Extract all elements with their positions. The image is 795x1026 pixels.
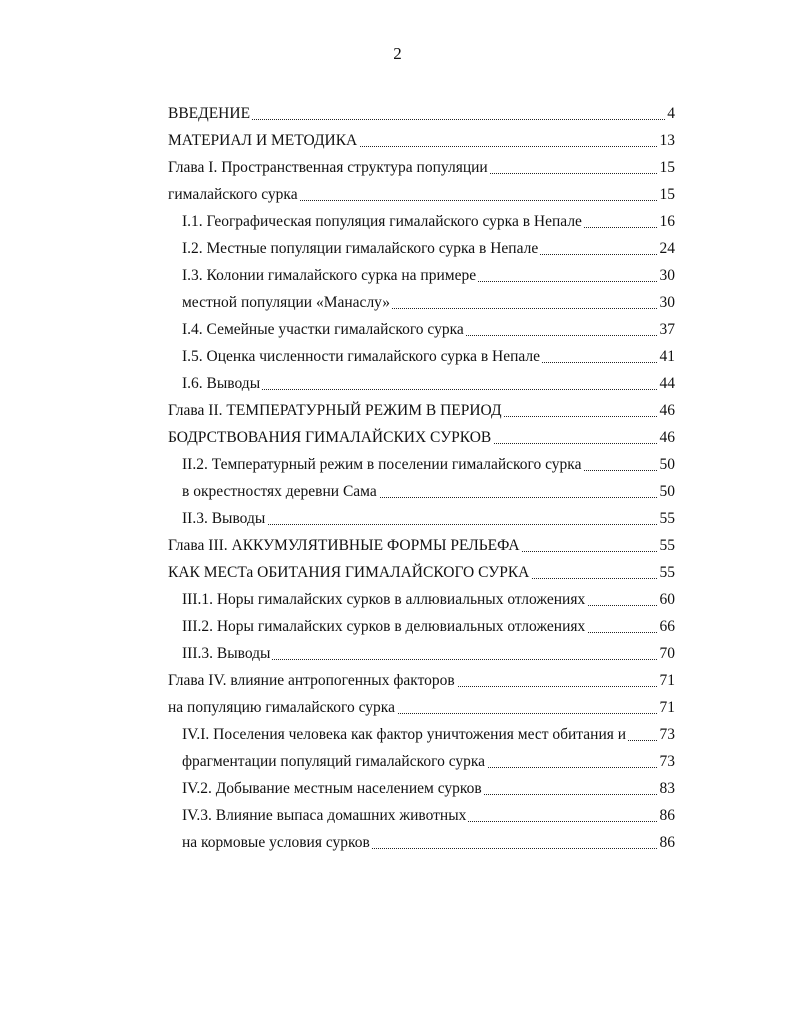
toc-entry-title: II.2. Температурный режим в поселении гималайского сурка bbox=[182, 451, 583, 478]
toc-entry bbox=[168, 181, 675, 208]
toc-entry bbox=[182, 370, 675, 397]
toc-entry-title: IV.2. Добывание местным населением сурков bbox=[182, 775, 484, 802]
toc-entry bbox=[182, 451, 675, 478]
toc-entry bbox=[182, 802, 675, 829]
toc-entry bbox=[182, 505, 675, 532]
toc-entry-page: 46 bbox=[658, 424, 676, 451]
toc-entry-page: 71 bbox=[658, 694, 676, 721]
toc-entry-page: 73 bbox=[658, 748, 676, 775]
toc-entry-title: Глава III. АККУМУЛЯТИВНЫЕ ФОРМЫ РЕЛЬЕФА bbox=[168, 532, 522, 559]
page-number: 2 bbox=[393, 44, 402, 63]
toc-entry-title: на кормовые условия сурков bbox=[182, 829, 372, 856]
toc-entry-title: III.2. Норы гималайских сурков в делювиальных отложениях bbox=[182, 613, 587, 640]
toc-entry-page: 83 bbox=[658, 775, 676, 802]
toc-entry bbox=[182, 613, 675, 640]
toc-entry-title: гималайского сурка bbox=[168, 181, 300, 208]
toc-entry-page: 71 bbox=[658, 667, 676, 694]
toc-entry-title: на популяцию гималайского сурка bbox=[168, 694, 397, 721]
toc-entry-title: Глава II. ТЕМПЕРАТУРНЫЙ РЕЖИМ В ПЕРИОД bbox=[168, 397, 504, 424]
toc-entry-page: 30 bbox=[658, 289, 676, 316]
toc-entry bbox=[182, 640, 675, 667]
toc-entry-title: IV.I. Поселения человека как фактор уничтожения мест обитания и bbox=[182, 721, 628, 748]
toc-entry-title: МАТЕРИАЛ И МЕТОДИКА bbox=[168, 127, 359, 154]
toc-entry-page: 60 bbox=[658, 586, 676, 613]
toc-entry-page: 16 bbox=[658, 208, 676, 235]
toc-entry bbox=[182, 343, 675, 370]
toc-entry-title: Глава I. Пространственная структура популяции bbox=[168, 154, 490, 181]
toc-entry bbox=[182, 721, 675, 748]
toc-entry-page: 86 bbox=[658, 829, 676, 856]
toc-entry-page: 24 bbox=[658, 235, 676, 262]
toc-entry-title: I.4. Семейные участки гималайского сурка bbox=[182, 316, 466, 343]
toc-entry-page: 44 bbox=[658, 370, 676, 397]
toc-entry-page: 37 bbox=[658, 316, 676, 343]
toc-entry bbox=[182, 586, 675, 613]
toc-entry-page: 70 bbox=[658, 640, 676, 667]
toc-entry bbox=[182, 478, 675, 505]
toc-entry-page: 41 bbox=[658, 343, 676, 370]
toc-entry bbox=[168, 694, 675, 721]
toc-entry-title: БОДРСТВОВАНИЯ ГИМАЛАЙСКИХ СУРКОВ bbox=[168, 424, 493, 451]
toc-entry-page: 86 bbox=[658, 802, 676, 829]
toc-entry-title: I.2. Местные популяции гималайского сурка в Непале bbox=[182, 235, 540, 262]
toc-entry-title: I.5. Оценка численности гималайского сурка в Непале bbox=[182, 343, 542, 370]
toc-entry-title: I.1. Географическая популяция гималайского сурка в Непале bbox=[182, 208, 584, 235]
toc-entry bbox=[182, 235, 675, 262]
toc-entry-page: 50 bbox=[658, 451, 676, 478]
toc-entry bbox=[182, 829, 675, 856]
toc-entry-page: 73 bbox=[658, 721, 676, 748]
toc-entry-title: КАК МЕСТа ОБИТАНИЯ ГИМАЛАЙСКОГО СУРКА bbox=[168, 559, 531, 586]
toc-entry-page: 66 bbox=[658, 613, 676, 640]
toc-entry-page: 15 bbox=[658, 154, 676, 181]
toc-entry bbox=[182, 208, 675, 235]
toc-entry-title: фрагментации популяций гималайского сурка bbox=[182, 748, 487, 775]
toc-entry bbox=[168, 559, 675, 586]
toc-entry-page: 4 bbox=[665, 100, 675, 127]
toc-entry-page: 15 bbox=[658, 181, 676, 208]
toc-entry bbox=[168, 397, 675, 424]
toc-entry bbox=[168, 424, 675, 451]
toc-entry-title: IV.3. Влияние выпаса домашних животных bbox=[182, 802, 468, 829]
toc-entry-page: 46 bbox=[658, 397, 676, 424]
toc-entry-title: III.3. Выводы bbox=[182, 640, 272, 667]
toc-entry-page: 13 bbox=[658, 127, 676, 154]
toc-entry-title: II.3. Выводы bbox=[182, 505, 267, 532]
table-of-contents bbox=[168, 100, 675, 856]
toc-entry bbox=[168, 532, 675, 559]
toc-entry bbox=[182, 316, 675, 343]
toc-entry bbox=[182, 289, 675, 316]
toc-entry-title: местной популяции «Манаслу» bbox=[182, 289, 392, 316]
toc-entry bbox=[168, 127, 675, 154]
toc-entry bbox=[182, 748, 675, 775]
toc-entry-page: 50 bbox=[658, 478, 676, 505]
toc-entry-page: 55 bbox=[658, 532, 676, 559]
toc-entry-title: III.1. Норы гималайских сурков в аллювиальных отложениях bbox=[182, 586, 587, 613]
toc-entry-title: ВВЕДЕНИЕ bbox=[168, 100, 252, 127]
toc-entry bbox=[168, 100, 675, 127]
toc-entry-page: 55 bbox=[658, 505, 676, 532]
toc-entry-title: I.3. Колонии гималайского сурка на примере bbox=[182, 262, 478, 289]
toc-entry bbox=[182, 262, 675, 289]
toc-entry bbox=[168, 667, 675, 694]
toc-entry-title: Глава IV. влияние антропогенных факторов bbox=[168, 667, 457, 694]
toc-entry-page: 30 bbox=[658, 262, 676, 289]
toc-entry-page: 55 bbox=[658, 559, 676, 586]
toc-entry bbox=[168, 154, 675, 181]
toc-entry-title: в окрестностях деревни Сама bbox=[182, 478, 379, 505]
toc-entry-title: I.6. Выводы bbox=[182, 370, 262, 397]
toc-entry bbox=[182, 775, 675, 802]
